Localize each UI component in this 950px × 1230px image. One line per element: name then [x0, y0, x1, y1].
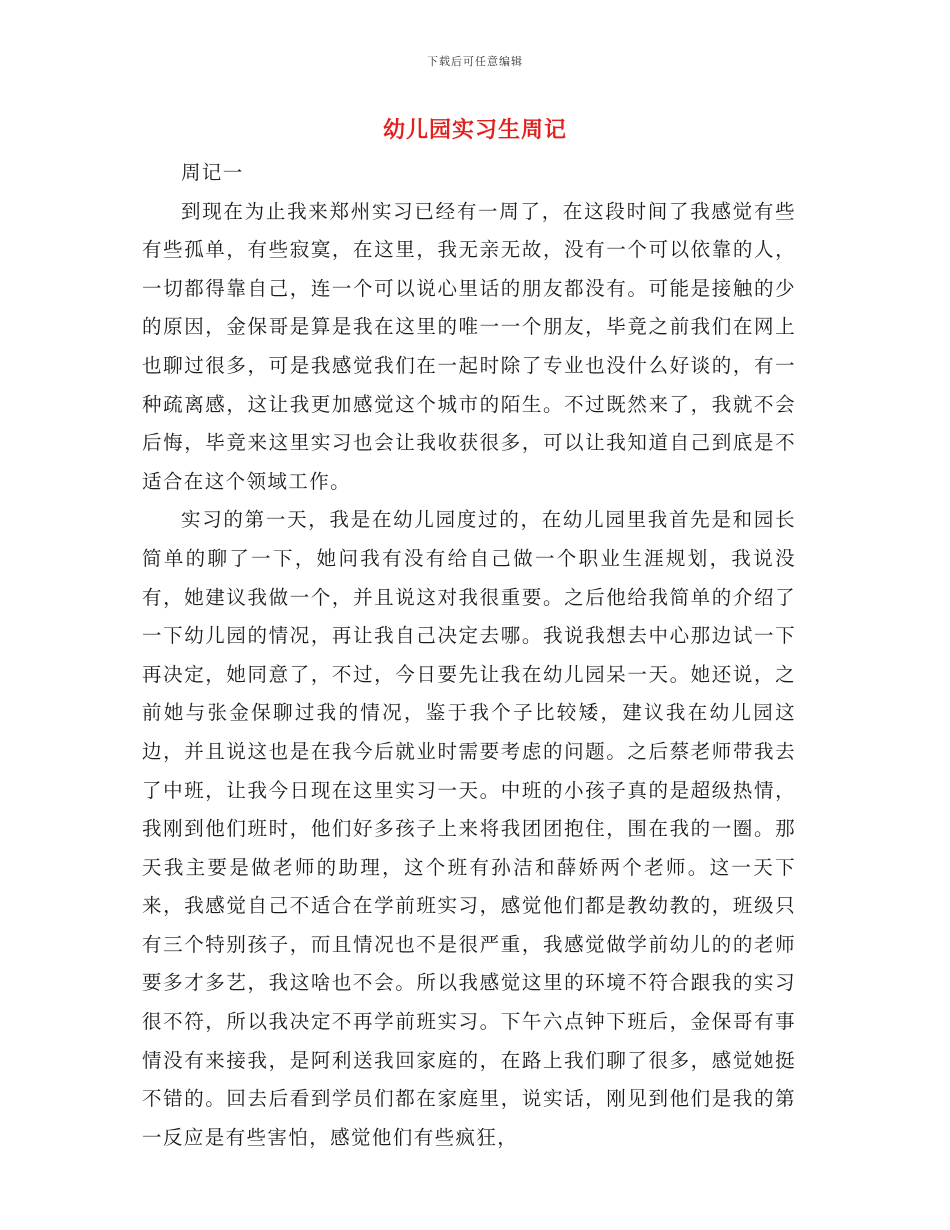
header-note: 下载后可任意编辑 [427, 55, 523, 68]
document-body [142, 154, 796, 1157]
paragraph: 实习的第一天，我是在幼儿园度过的，在幼儿园里我首先是和园长简单的聊了一下，她问我有没有给自己做一个职业生涯规划，我说没有，她建议我做一个，并且说这对我很重要。之后他给我简单的介绍了一下幼儿园的情况，再让我自己决定去哪。我说我想去中心那边试一下再决定，她同意了，不过，今日要先让我在幼儿园呆一天。她还说，之前她与张金保聊过我的情况，鉴于我个子比较矮，建议我在幼儿园这边，并且说这也是在我今后就业时需要考虑的问题。之后蔡老师带我去了中班，让我今日现在这里实习一天。中班的小孩子真的是超级热情，我刚到他们班时，他们好多孩子上来将我团团抱住，围在我的一圈。那天我主要是做老师的助理，这个班有孙洁和薛娇两个老师。这一天下来，我感觉自己不适合在学前班实习，感觉他们都是教幼教的，班级只有三个特别孩子，而且情况也不是很严重，我感觉做学前幼儿的的老师要多才多艺，我这啥也不会。所以我感觉这里的环境不符合跟我的实习很不符，所以我决定不再学前班实习。下午六点钟下班后，金保哥有事情没有来接我，是阿利送我回家庭的，在路上我们聊了很多，感觉她挺不错的。回去后看到学员们都在家庭里，说实话，刚见到他们是我的第一反应是有些害怕，感觉他们有些疯狂， [142, 508, 796, 1149]
paragraph: 到现在为止我来郑州实习已经有一周了，在这段时间了我感觉有些有些孤单，有些寂寞，在这里，我无亲无故，没有一个可以依靠的人，一切都得靠自己，连一个可以说心里话的朋友都没有。可能是接触的少的原因，金保哥是算是我在这里的唯一一个朋友，毕竟之前我们在网上也聊过很多，可是我感觉我们在一起时除了专业也没什么好谈的，有一种疏离感，这让我更加感觉这个城市的陌生。不过既然来了，我就不会后悔，毕竟来这里实习也会让我收获很多，可以让我知道自己到底是不适合在这个领域工作。 [142, 199, 796, 493]
document-title: 幼儿园实习生周记 [382, 117, 567, 143]
section-heading: 周记一 [181, 161, 244, 184]
